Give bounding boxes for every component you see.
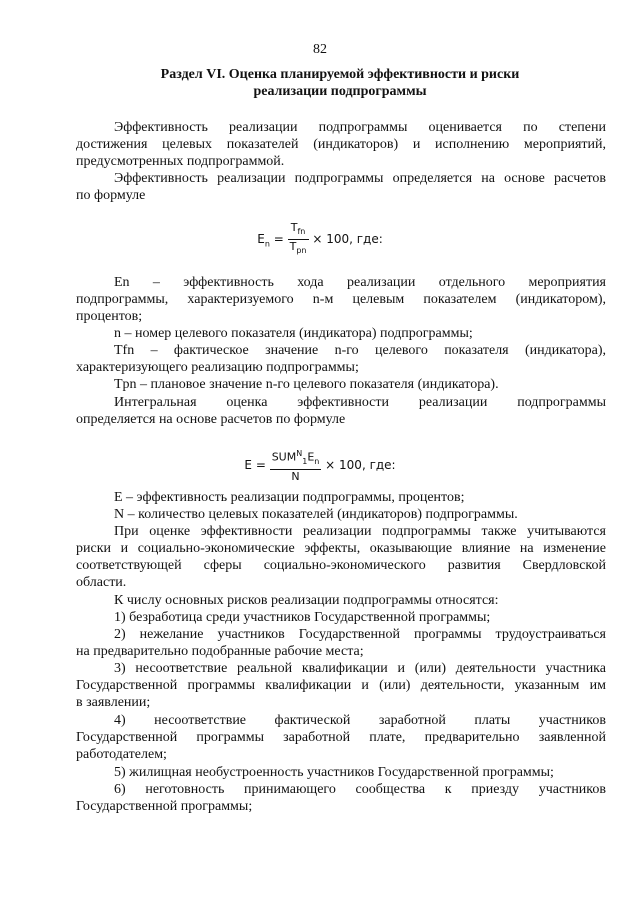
risk-item-2 xyxy=(76,626,606,660)
definition-N xyxy=(76,506,606,523)
text-line: области. xyxy=(76,575,127,590)
definition-e xyxy=(76,489,606,506)
formula-tail: × 100, где: xyxy=(312,232,383,247)
formula-e xyxy=(0,447,640,484)
risk-item-5 xyxy=(76,764,606,781)
risk-item-3 xyxy=(76,660,606,711)
text-line: 1) безработица среди участников Государственной программы; xyxy=(114,610,491,625)
paragraph-integral-assessment xyxy=(76,394,606,428)
formula-fraction xyxy=(288,221,309,258)
formula-equals: = xyxy=(255,457,266,472)
text-line: 2) нежелание участников Государственной программы трудоустраиваться xyxy=(114,627,606,642)
text-line: по формуле xyxy=(76,188,146,203)
risk-item-6 xyxy=(76,781,606,815)
text-line: подпрограммы, характеризуемого n-м целевым показателем (индикатором), xyxy=(76,292,606,307)
risk-item-4 xyxy=(76,712,606,763)
text-line: Тpn – плановое значение n-го целевого показателя (индикатора). xyxy=(114,377,499,392)
section-heading xyxy=(60,66,620,100)
formula-numerator: $SUM^N_1E_n$ xyxy=(270,447,322,470)
text-line: соответствующей сферы социально-экономического развития Свердловской xyxy=(76,558,606,573)
text-line: Государственной программы квалификации и (или) деятельности, указанным им xyxy=(76,678,606,693)
text-line: Государственной программы заработной плате, предварительно заявленной xyxy=(76,730,606,745)
text-line: процентов; xyxy=(76,309,143,324)
text-line: предусмотренных подпрограммой. xyxy=(76,154,285,169)
section-heading-line-1: Раздел VI. Оценка планируемой эффективности и риски xyxy=(160,67,520,82)
paragraph-risks-effects xyxy=(76,523,606,591)
page-number: 82 xyxy=(313,42,327,57)
text-line: на предварительно подобранные рабочие места; xyxy=(76,644,364,659)
text-line: N – количество целевых показателей (индикаторов) подпрограммы. xyxy=(114,507,518,522)
text-line: определяется на основе расчетов по формуле xyxy=(76,412,346,427)
definition-tfn xyxy=(76,342,606,376)
text-line: 4) несоответствие фактической заработной платы участников xyxy=(114,713,606,728)
section-heading-line-2: реализации подпрограммы xyxy=(253,84,427,99)
text-line: 6) неготовность принимающего сообщества к приезду участников xyxy=(114,782,606,797)
text-line: n – номер целевого показателя (индикатора) подпрограммы; xyxy=(114,326,473,341)
text-line: характеризующего реализацию подпрограммы; xyxy=(76,360,359,375)
text-line: Е – эффективность реализации подпрограммы, процентов; xyxy=(114,490,465,505)
paragraph-main-risks xyxy=(76,592,606,609)
text-line: Государственной программы; xyxy=(76,799,253,814)
formula-denominator: $T_{pn}$ xyxy=(289,240,307,256)
text-line: Эффективность реализации подпрограммы оценивается по степени xyxy=(114,120,606,135)
text-line: 5) жилищная необустроенность участников Государственной программы; xyxy=(114,765,554,780)
text-line: достижения целевых показателей (индикаторов) и исполнению мероприятий, xyxy=(76,137,606,152)
text-line: в заявлении; xyxy=(76,695,151,710)
formula-en xyxy=(0,221,640,258)
formula-numerator: $T_{fn}$ xyxy=(288,221,309,240)
risk-item-1 xyxy=(76,609,606,626)
paragraph-formula-intro xyxy=(76,170,606,204)
text-line: Интегральная оценка эффективности реализации подпрограммы xyxy=(114,395,606,410)
text-line: К числу основных рисков реализации подпрограммы относятся: xyxy=(114,593,499,608)
text-line: Тfn – фактическое значение n-го целевого показателя (индикатора), xyxy=(114,343,606,358)
text-line: Эффективность реализации подпрограммы определяется на основе расчетов xyxy=(114,171,606,186)
definition-en xyxy=(76,274,606,325)
text-line: 3) несоответствие реальной квалификации и (или) деятельности участника xyxy=(114,661,606,676)
formula-tail: × 100, где: xyxy=(325,457,396,472)
formula-lhs: E xyxy=(244,457,252,472)
formula-lhs: $E_n$ xyxy=(257,232,270,249)
formula-fraction xyxy=(270,447,322,484)
formula-denominator: N xyxy=(291,469,300,483)
text-line: При оценке эффективности реализации подпрограммы также учитываются xyxy=(114,524,606,539)
formula-equals: = xyxy=(273,232,284,247)
text-line: риски и социально-экономические эффекты, оказывающие влияние на изменение xyxy=(76,541,606,556)
paragraph-efficiency-assessment xyxy=(76,119,606,170)
definition-n xyxy=(76,325,606,342)
definition-tpn xyxy=(76,376,606,393)
text-line: Еn – эффективность хода реализации отдельного мероприятия xyxy=(114,275,606,290)
text-line: работодателем; xyxy=(76,747,167,762)
